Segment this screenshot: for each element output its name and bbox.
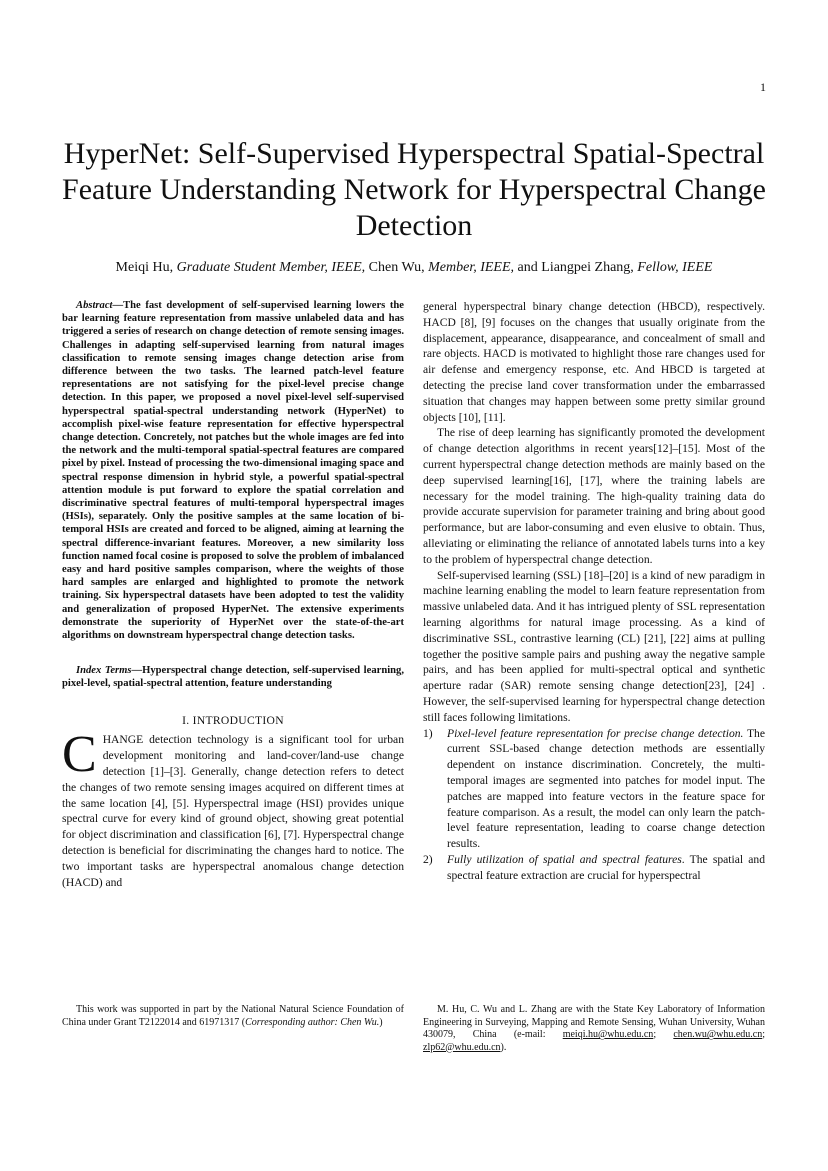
paragraph-deep-learning: The rise of deep learning has significantly promoted the development of change detection algorithms in recent years[12]–[15]. Most of the current hyperspectral change detection methods are mainly based on the deep supervised learning[16], [17], where the training labels are necessary for the model training. The high-quality training data do provide accurate supervision for parameter training and bring about good performance, but are labor-consuming and even elusive to obtain. Thus, alleviating or eliminating the reliance of annotated labels turns into a key to the problem of hyperspectral change detection.	[423, 426, 765, 566]
left-column	[62, 299, 404, 890]
list-item	[423, 852, 765, 884]
list-lead: Fully utilization of spatial and spectral features	[447, 852, 682, 866]
page-number: 1	[760, 80, 766, 94]
footnote-affiliation	[423, 1004, 765, 1054]
abstract-text: —The fast development of self-supervised learning lowers the bar learning feature representation from massive unlabeled data and has triggered a series of research on change detection of remote sensing images. Challenges in adapting self-supervised learning from natural images classification to remote sensing images change detection arise from difference between the two tasks. The learned patch-level feature representations are not satisfying for the pixel-level precise change detection. In this paper, we proposed a novel pixel-level self-supervised hyperspectral spatial-spectral understanding network (HyperNet) to accomplish pixel-wise feature representation for effective hyperspectral change detection. Concretely, not patches but the whole images are fed into the network and the multi-temporal spatial-spectral features are compared pixel by pixel. Instead of processing the two-dimensional imaging space and spectral response dimension in hybrid style, a powerful spatial-spectral attention module is put forward to explore the spatial correlation and discriminative spectral features of multi-temporal hyperspectral images (HSIs), separately. Only the positive samples at the same location of bi-temporal HSIs are created and forced to be aligned, aiming at learning the spectral difference-invariant features. Moreover, a new similarity loss function named focal cosine is proposed to solve the problem of imbalanced easy and hard positive samples comparison, where the weights of those hard samples are enlarged and highlighted to promote the network training. Six hyperspectral datasets have been adopted to test the validity and generalization of proposed HyperNet. The extensive experiments demonstrate the superiority of HyperNet over the state-of-the-art algorithms on downstream hyperspectral change detection tasks.	[62, 300, 404, 642]
email-separator: ;	[762, 1029, 766, 1041]
author-role: Member, IEEE,	[428, 260, 518, 275]
author-name: and Liangpei Zhang,	[517, 260, 638, 275]
footnote-funding	[62, 1004, 404, 1029]
author-role: Graduate Student Member, IEEE,	[176, 260, 369, 275]
list-number: 2)	[423, 852, 433, 866]
footnote-text: M. Hu, C. Wu and L. Zhang are with the State Key Laboratory of Information Engineering in Surveying, Mapping and Remote Sensing, Wuhan University, Wuhan 430079, China (e-mail:	[423, 1004, 765, 1041]
email-link[interactable]: meiqi.hu@whu.edu.cn	[562, 1029, 654, 1041]
paragraph-ssl: Self-supervised learning (SSL) [18]–[20] is a kind of new paradigm in machine learning enabling the model to learn feature representation from massive unlabeled data. And it has intrigued plenty of SSL representation learning algorithms for natural image processing. As a kind of discriminative SSL, contrastive learning (CL) [21], [22] aims at pulling together the positive sample pairs and pushing away the negative sample pairs, and has been applied for multi-spectral optical and synthetic aperture radar (SAR) remote sensing change detection[23], [24] . However, the self-supervised learning for hyperspectral change detection still faces following limitations.	[423, 568, 765, 724]
footnote-text: This work was supported in part by the National Natural Science Foundation of China under Grant T2122014 and 61971317 (	[62, 1004, 404, 1028]
index-terms	[62, 664, 404, 690]
author-name: Meiqi Hu,	[115, 260, 177, 275]
list-item	[423, 726, 765, 852]
paper-title: HyperNet: Self-Supervised Hyperspectral Spatial-Spectral Feature Understanding Network for Hyperspectral Change Detection	[62, 137, 766, 242]
right-column	[423, 299, 765, 883]
index-terms-label: Index Terms	[76, 665, 132, 677]
footnote-end: ).	[500, 1041, 507, 1053]
footnote-italic: Corresponding author: Chen Wu.	[245, 1016, 380, 1028]
email-separator: ;	[653, 1029, 674, 1041]
list-text: . The spatial and spectral feature extraction are crucial for hyperspectral	[447, 852, 765, 882]
intro-text: HANGE detection technology is a significant tool for urban development monitoring and land-cover/land-use change detection [1]–[3]. Generally, change detection refers to detect the changes of two remote sensing images acquired on different times at the same location [4], [5]. Hyperspectral image (HSI) provides unique spectral curve for every kind of ground object, showing great potential for object discrimination and classification [6], [7]. Hyperspectral change detection is beneficial for discriminating the changes hard to notice. The two important tasks are hyperspectral anomalous change detection (HACD) and	[62, 733, 404, 889]
abstract-label: Abstract	[76, 300, 113, 311]
email-link[interactable]: chen.wu@whu.edu.cn	[673, 1029, 763, 1041]
intro-paragraph-cont: general hyperspectral binary change detection (HBCD), respectively. HACD [8], [9] focuses on the changes that usually originate from the displacement, appearance, disappearance, and concealment of small and rare objects. HACD is motivated to highlight those rare changes used for air defense and emergency response, etc. And HBCD is targeted at detecting the precise land cover transformation under the embarrassed situation that changes may happen between some pretty similar ground objects [10], [11].	[423, 300, 765, 424]
dropcap: C	[62, 726, 97, 784]
list-number: 1)	[423, 726, 433, 740]
author-role: Fellow, IEEE	[637, 260, 713, 275]
index-terms-text: —Hyperspectral change detection, self-supervised learning, pixel-level, spatial-spectral attention, feature understanding	[62, 665, 404, 690]
list-lead: Pixel-level feature representation for precise change detection.	[447, 726, 744, 740]
intro-paragraph	[62, 726, 404, 890]
abstract	[62, 299, 404, 642]
author-name: Chen Wu,	[368, 260, 429, 275]
email-link[interactable]: zlp62@whu.edu.cn	[423, 1041, 501, 1053]
footnote-end: )	[379, 1016, 383, 1028]
list-text: The current SSL-based change detection methods are essentially dependent on instance discrimination. Concretely, the multi-temporal images are segmented into patches for model input. The patches are mapped into feature vectors in the feature space for feature comparison. As a result, the model can only learn the patch-level feature representation, leading to coarse change detection results.	[447, 726, 765, 851]
author-line	[60, 260, 768, 276]
section-heading: I. INTRODUCTION	[182, 713, 284, 727]
